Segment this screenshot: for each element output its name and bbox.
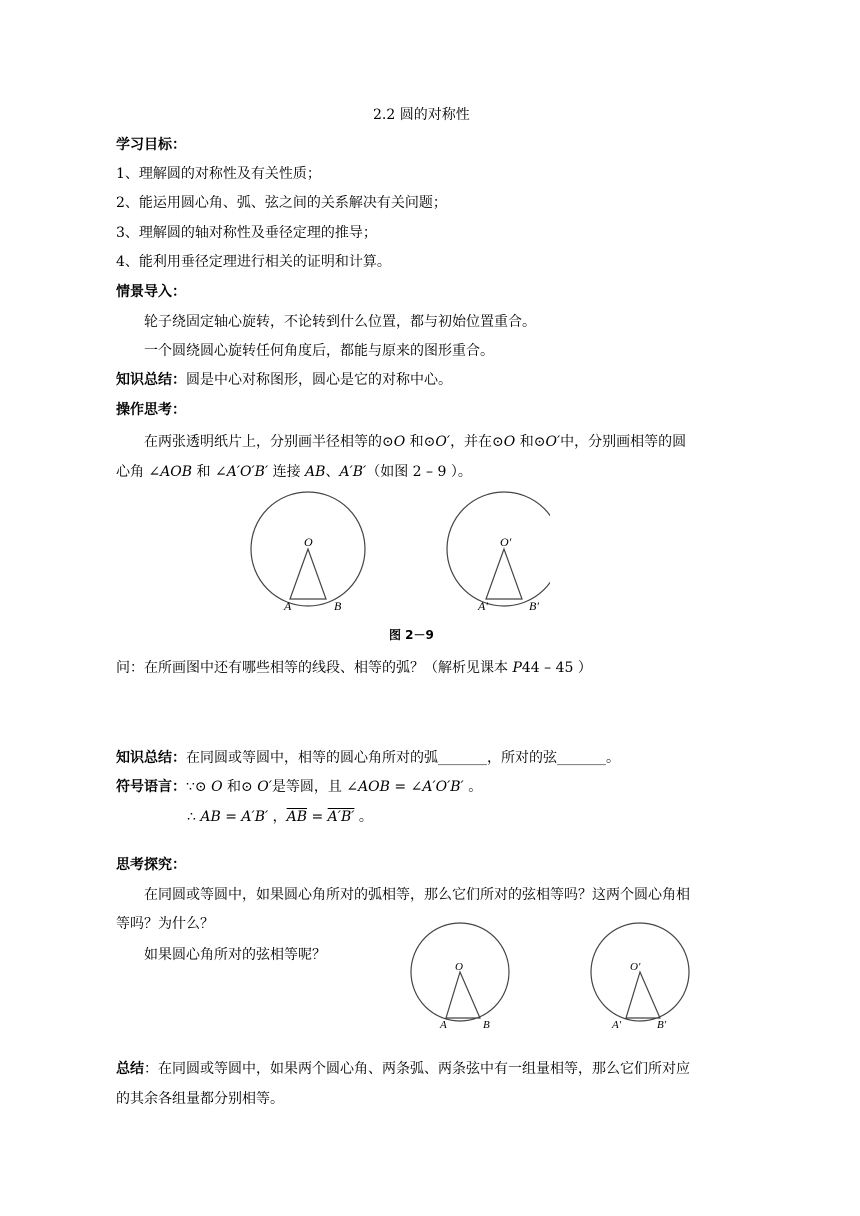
circle-o-diagram-2 [411,923,509,1031]
triangle-a-o-b-prime [486,549,522,599]
triangle-a-o-b-prime-2 [626,972,660,1018]
arc-a-b-prime: A′B′ [327,809,355,825]
explore-heading: 思考探究： [116,857,186,873]
label-o-prime: O′ [500,535,512,549]
label-b-prime-2: B′ [657,1019,667,1031]
arc-ab: $\overline{AB}$ [286,809,308,825]
label-b-prime: B′ [529,599,539,613]
conclusion-line-1: 总结：在同圆或等圆中，如果两个圆心角、两条弧、两条弦中有一组量相等，那么它们所对应 [116,1061,690,1077]
figure-caption: 图 2－9 [389,628,434,642]
page-title: 2.2 圆的对称性 [373,107,470,123]
explore-paragraph-1b: 等吗？为什么？ [116,916,214,932]
summary-1-text: 圆是中心对称图形，圆心是它的对称中心。 [186,372,452,388]
intro-heading: 情景导入： [116,284,186,300]
conclusion-line-2: 的其余各组量都分别相等。 [116,1091,284,1107]
label-a-prime: A′ [478,599,488,613]
blank-chord: _______ [557,750,606,766]
goal-item-3: 3、理解圆的轴对称性及垂径定理的推导； [116,225,377,241]
circle-o-prime-diagram [447,492,550,613]
label-b-2: B [483,1019,490,1031]
triangle-aob-2 [446,972,480,1018]
symbolic-line-1: 符号语言：∵⊙ O 和⊙ O′是等圆，且 ∠AOB = ∠A′O′B′ 。 [116,779,483,795]
triangle-aob [290,549,326,599]
label-a-prime-2: A′ [612,1019,622,1031]
question-line: 问：在所画图中还有哪些相等的线段、相等的弧？（解析见课本 P44 – 45 ） [116,660,592,676]
label-o-prime-2: O′ [630,961,641,973]
circle-o-prime-diagram-2 [591,923,689,1031]
conclusion-label: 总结 [116,1061,144,1077]
summary-2-label: 知识总结： [116,750,186,766]
label-b: B [334,599,342,613]
circle-o-diagram [251,492,365,613]
label-o-2: O [455,961,463,973]
goal-item-2: 2、能运用圆心角、弧、弦之间的关系解决有关问题； [116,195,447,211]
explore-paragraph-1: 在同圆或等圆中，如果圆心角所对的弧相等，那么它们所对的弦相等吗？这两个圆心角相 [144,887,690,903]
circle-o-prime [447,492,550,606]
symbolic-label: 符号语言： [116,779,186,795]
summary-2: 知识总结：在同圆或等圆中，相等的圆心角所对的弧_______，所对的弦_______。 [116,750,620,766]
goal-item-1: 1、理解圆的对称性及有关性质； [116,166,321,182]
blank-arc: _______ [438,750,487,766]
symbolic-line-2: ∴ AB = A′B′ ，$\overline{AB} = A'B'$ 。 [187,809,373,825]
operation-heading: 操作思考： [116,402,186,418]
label-o: O [304,535,313,549]
label-a-2: A [440,1019,447,1031]
intro-paragraph-1: 轮子绕固定轴心旋转，不论转到什么位置，都与初始位置重合。 [144,314,536,330]
operation-line-1: 在两张透明纸片上，分别画半径相等的⊙O 和⊙O′，并在⊙O 和⊙O′中，分别画相等的圆 [144,434,687,450]
goal-item-4: 4、能利用垂径定理进行相关的证明和计算。 [116,254,391,270]
intro-paragraph-2: 一个圆绕圆心旋转任何角度后，都能与原来的图形重合。 [144,343,494,359]
label-a: A [284,599,292,613]
operation-line-2: 心角 ∠AOB 和 ∠A′O′B′ 连接 AB、A′B′（如图 2 – 9 ）。 [116,464,472,480]
figure-equal-chords [410,920,700,1035]
goals-heading: 学习目标： [116,137,186,153]
figure-2-9 [250,490,550,620]
explore-paragraph-2: 如果圆心角所对的弦相等呢？ [144,947,326,963]
summary-1-label: 知识总结： [116,372,186,388]
summary-1 [116,371,452,389]
